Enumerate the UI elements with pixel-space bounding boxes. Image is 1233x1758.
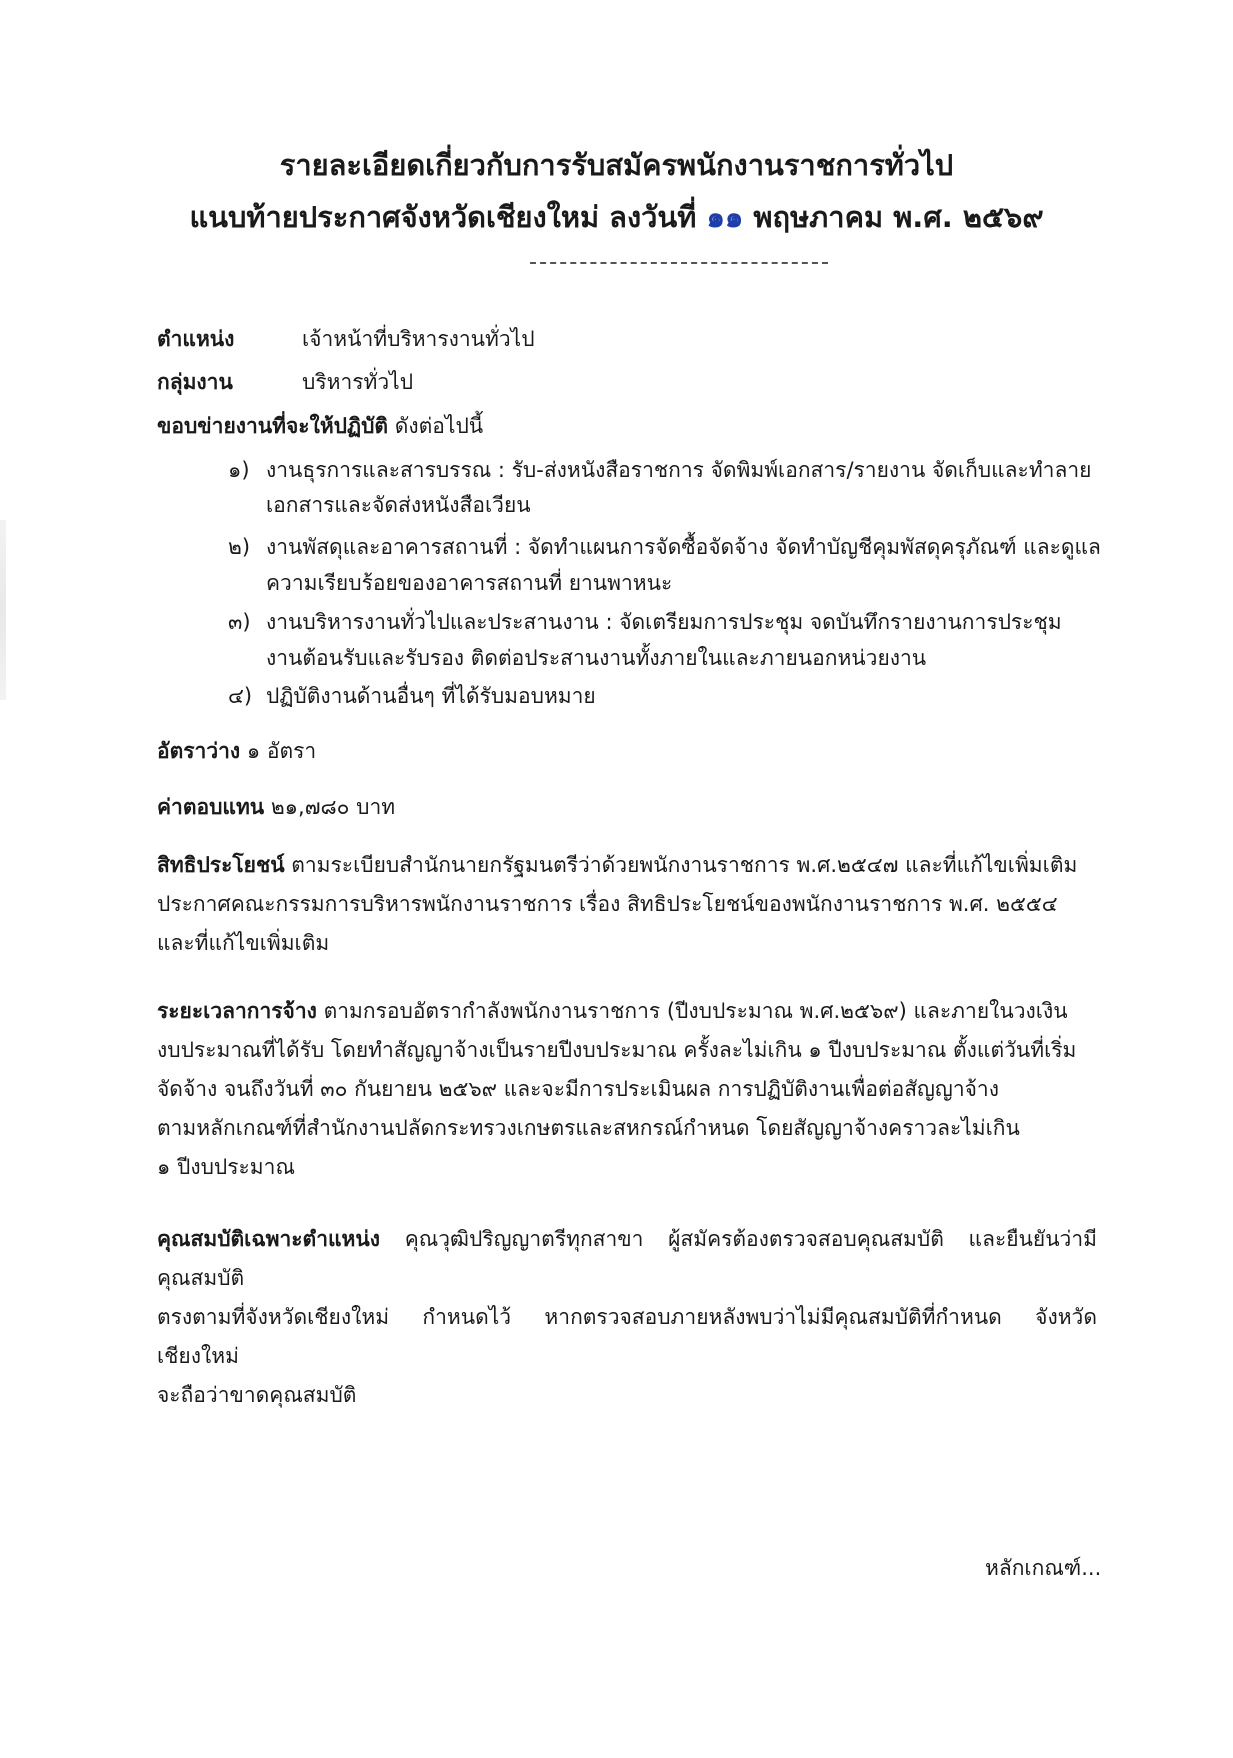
qual-label: คุณสมบัติเฉพาะตำแหน่ง [157, 1227, 380, 1251]
benefits-paragraph [157, 846, 1097, 963]
qual-line: จะถือว่าขาดคุณสมบัติ [157, 1383, 357, 1407]
term-line: ตามกรอบอัตรากำลังพนักงานราชการ (ปีงบประมาณ พ.ศ.๒๕๖๙) และภายในวงเงิน [323, 999, 1068, 1023]
duty-item-2-cont: ความเรียบร้อยของอาคารสถานที่ ยานพาหนะ [266, 571, 673, 595]
benefits-line: ประกาศคณะกรรมการบริหารพนักงานราชการ เรื่อง สิทธิประโยชน์ของพนักงานราชการ พ.ศ. ๒๕๕๔ [157, 892, 1058, 916]
term-line: งบประมาณที่ได้รับ โดยทำสัญญาจ้างเป็นรายปีงบประมาณ ครั้งละไม่เกิน ๑ ปีงบประมาณ ตั้งแต่วันที่เริ่ม [157, 1038, 1077, 1062]
document-title-line2 [0, 194, 1233, 240]
duty-number: ๑) [228, 458, 250, 482]
qual-line: ตรงตามที่จังหวัดเชียงใหม่ กำหนดไว้ หากตรวจสอบภายหลังพบว่าไม่มีคุณสมบัติที่กำหนด จังหวัดเชียงใหม่ [157, 1305, 1097, 1368]
duty-text: ปฏิบัติงานด้านอื่นๆ ที่ได้รับมอบหมาย [266, 684, 596, 708]
vacancy-row [157, 736, 316, 766]
benefits-line: และที่แก้ไขเพิ่มเติม [157, 931, 330, 955]
duty-text: งานธุรการและสารบรรณ : รับ-ส่งหนังสือราชการ จัดพิมพ์เอกสาร/รายงาน จัดเก็บและทำลาย [266, 458, 1092, 482]
position-label: ตำแหน่ง [157, 327, 235, 351]
duty-number: ๓) [228, 610, 251, 634]
duty-text: งานบริหารงานทั่วไปและประสานงาน : จัดเตรียมการประชุม จดบันทึกรายงานการประชุม [266, 610, 1062, 634]
salary-row [157, 792, 395, 822]
benefits-label: สิทธิประโยชน์ [157, 853, 285, 877]
qualifications-paragraph [157, 1220, 1097, 1415]
title-divider [530, 262, 828, 264]
term-line: จัดจ้าง จนถึงวันที่ ๓๐ กันยายน ๒๕๖๙ และจะมีการประเมินผล การปฏิบัติงานเพื่อต่อสัญญาจ้าง [157, 1077, 999, 1101]
term-line: ๑ ปีงบประมาณ [157, 1155, 295, 1179]
scope-suffix: ดังต่อไปนี้ [394, 414, 484, 438]
duty-item-1-cont: เอกสารและจัดส่งหนังสือเวียน [266, 493, 531, 517]
title-line2-pre: แนบท้ายประกาศจังหวัดเชียงใหม่ ลงวันที่ [189, 200, 697, 234]
title-line2-post: พฤษภาคม พ.ศ. ๒๕๖๙ [753, 200, 1044, 234]
duty-number: ๔) [228, 684, 253, 708]
vacancy-value: ๑ อัตรา [246, 739, 317, 763]
term-line: ตามหลักเกณฑ์ที่สำนักงานปลัดกระทรวงเกษตรและสหกรณ์กำหนด โดยสัญญาจ้างคราวละไม่เกิน [157, 1116, 1020, 1140]
salary-value: ๒๑,๗๘๐ บาท [270, 795, 396, 819]
benefits-line: ตามระเบียบสำนักนายกรัฐมนตรีว่าด้วยพนักงานราชการ พ.ศ.๒๕๔๗ และที่แก้ไขเพิ่มเติม [291, 853, 1078, 877]
duty-number: ๒) [228, 535, 251, 559]
title-line2-date: ๑๑ [706, 200, 744, 234]
position-value: เจ้าหน้าที่บริหารงานทั่วไป [302, 327, 535, 351]
scan-edge-shadow [0, 520, 6, 700]
scope-row [157, 411, 483, 441]
duty-item-3-cont: งานต้อนรับและรับรอง ติดต่อประสานงานทั้งภายในและภายนอกหน่วยงาน [266, 646, 927, 670]
vacancy-label: อัตราว่าง [157, 739, 241, 763]
term-paragraph [157, 992, 1097, 1187]
continued-marker: หลักเกณฑ์... [985, 1556, 1102, 1580]
document-title-line1: รายละเอียดเกี่ยวกับการรับสมัครพนักงานราชการทั่วไป [279, 148, 954, 182]
group-label: กลุ่มงาน [157, 370, 233, 394]
salary-label: ค่าตอบแทน [157, 795, 265, 819]
term-label: ระยะเวลาการจ้าง [157, 999, 317, 1023]
duty-text: งานพัสดุและอาคารสถานที่ : จัดทำแผนการจัดซื้อจัดจ้าง จัดทำบัญชีคุมพัสดุครุภัณฑ์ และดูแล [266, 535, 1101, 559]
scope-label: ขอบข่ายงานที่จะให้ปฏิบัติ [157, 414, 389, 438]
qual-line: คุณวุฒิปริญญาตรีทุกสาขา ผู้สมัครต้องตรวจสอบคุณสมบัติ และยืนยันว่ามีคุณสมบัติ [157, 1227, 1097, 1290]
group-value: บริหารทั่วไป [302, 370, 414, 394]
